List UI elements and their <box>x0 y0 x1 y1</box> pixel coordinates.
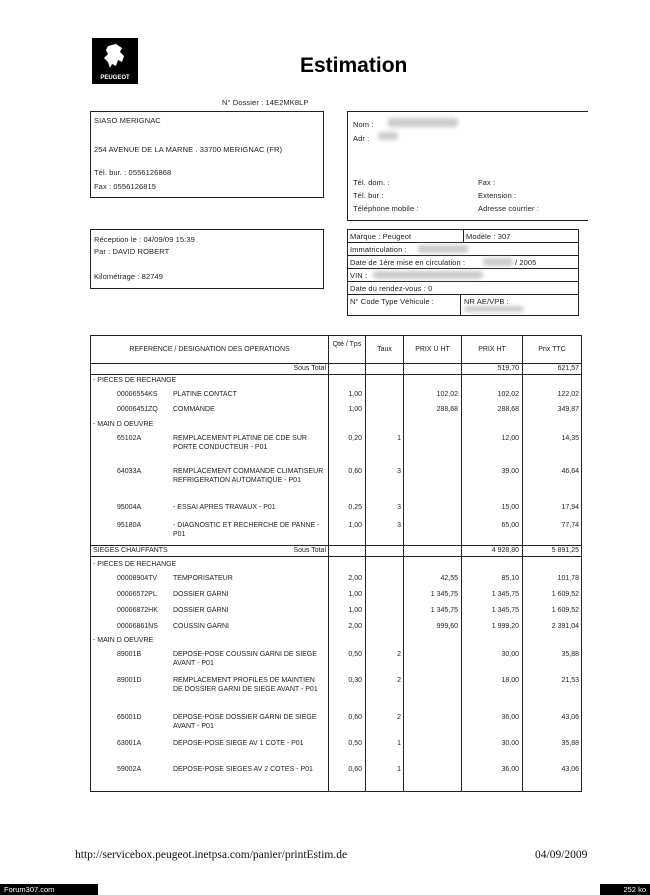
redacted-code <box>464 306 524 312</box>
redacted-name <box>388 118 458 127</box>
header-rate: Taux <box>377 346 392 353</box>
section-label: - MAIN D OEUVRE <box>93 637 154 644</box>
item-price-ht: 18,00 <box>501 677 519 684</box>
item-price-ht: 288,68 <box>497 406 519 413</box>
dealer-name: SIASO MERIGNAC <box>94 116 161 125</box>
subtotal-price-ttc: 621,57 <box>557 365 579 372</box>
item-quantity: 0,20 <box>348 435 362 442</box>
watermark-left: Forum307.com <box>0 884 98 895</box>
item-rate: 3 <box>397 522 401 529</box>
footer-date: 04/09/2009 <box>535 849 588 861</box>
section-label: - PIECES DE RECHANGE <box>93 377 177 384</box>
customer-tel-bur: Tél. bur : <box>353 191 384 200</box>
item-price-ttc: 122,02 <box>557 391 579 398</box>
item-reference: 00006572PL <box>117 591 157 598</box>
item-quantity: 0,60 <box>348 714 362 721</box>
customer-box <box>347 111 588 221</box>
item-quantity: 1,00 <box>348 406 362 413</box>
item-reference: 00006554KS <box>117 391 158 398</box>
item-unit-price: 42,55 <box>440 575 458 582</box>
redacted-immat <box>418 245 468 253</box>
item-unit-price: 288,68 <box>436 406 458 413</box>
lion-logo-icon <box>92 40 138 74</box>
item-rate: 1 <box>397 766 401 773</box>
item-description: TEMPORISATEUR <box>173 575 233 582</box>
header-price-ttc: Prix TTC <box>538 346 566 353</box>
vehicle-first-registration: Date de 1ère mise en circulation : <box>350 258 466 267</box>
item-quantity: 0,50 <box>348 651 362 658</box>
header-unit-price: PRIX U HT <box>415 346 450 353</box>
dossier-number: N° Dossier : 14E2MK8LP <box>222 98 309 107</box>
item-reference: 00008904TV <box>117 575 158 582</box>
item-price-ttc: 43,06 <box>561 766 579 773</box>
item-price-ttc: 35,88 <box>561 740 579 747</box>
item-rate: 1 <box>397 435 401 442</box>
page-title: Estimation <box>300 54 408 77</box>
item-price-ttc: 35,88 <box>561 651 579 658</box>
item-price-ttc: 46,64 <box>561 468 579 475</box>
item-description: DOSSIER GARNI <box>173 607 229 614</box>
item-reference: 00006861NS <box>117 623 158 630</box>
item-price-ht: 36,00 <box>501 714 519 721</box>
item-reference: 64033A <box>117 468 142 475</box>
item-quantity: 2,00 <box>348 623 362 630</box>
dealer-address: 254 AVENUE DE LA MARNE . 33700 MERIGNAC (FR) <box>94 145 283 154</box>
vehicle-appointment: Date du rendez-vous : 0 <box>350 284 433 293</box>
subtotal-label: Sous Total <box>293 365 326 372</box>
item-price-ht: 1 345,75 <box>491 591 519 598</box>
item-price-ttc: 101,78 <box>557 575 579 582</box>
item-quantity: 1,00 <box>348 591 362 598</box>
item-quantity: 1,00 <box>348 391 362 398</box>
item-description: PLATINE CONTACT <box>173 391 237 398</box>
item-rate: 2 <box>397 714 401 721</box>
item-price-ht: 1 345,75 <box>491 607 519 614</box>
item-price-ht: 36,00 <box>501 766 519 773</box>
item-description: DEPOSE-POSE SIEGES AV 2 COTES - P01 <box>173 766 313 773</box>
item-price-ttc: 21,53 <box>561 677 579 684</box>
item-quantity: 0,30 <box>348 677 362 684</box>
item-unit-price: 999,60 <box>436 623 458 630</box>
dealer-fax: Fax : 0556126815 <box>94 182 157 191</box>
section-title: SIEGES CHAUFFANTS <box>93 547 168 554</box>
item-unit-price: 102,02 <box>436 391 458 398</box>
item-quantity: 0,60 <box>348 468 362 475</box>
vehicle-code-value: NR AE/VPB : <box>464 297 509 306</box>
item-description: REMPLACEMENT COMMANDE CLIMATISEUR REFRIGERATION AUTOMATIQUE - P01 <box>173 468 326 484</box>
item-reference: 00006451ZQ <box>117 406 158 413</box>
redacted-vin <box>373 271 483 279</box>
item-quantity: 0,25 <box>348 504 362 511</box>
item-price-ht: 39,00 <box>501 468 519 475</box>
dealer-box <box>90 111 324 198</box>
item-description: DEPOSE-POSE DOSSIER GARNI DE SIEGE AVANT - P01 <box>173 714 319 730</box>
customer-fax: Fax : <box>478 178 496 187</box>
item-price-ht: 12,00 <box>501 435 519 442</box>
item-reference: 65001D <box>117 714 142 721</box>
item-reference: 95004A <box>117 504 142 511</box>
customer-mobile: Téléphone mobile : <box>353 204 419 213</box>
vehicle-model: Modèle : 307 <box>466 232 511 241</box>
item-price-ttc: 77,74 <box>561 522 579 529</box>
item-description: REMPLACEMENT PROFILES DE MAINTIEN DE DOSSIER GARNI DE SIEGE AVANT - P01 <box>173 677 318 693</box>
subtotal-price-ht: 4 928,80 <box>491 547 519 554</box>
item-reference: 65102A <box>117 435 142 442</box>
header-price-ht: PRIX HT <box>478 346 506 353</box>
item-rate: 3 <box>397 468 401 475</box>
item-description: COUSSIN GARNI <box>173 623 230 630</box>
item-price-ht: 30,00 <box>501 740 519 747</box>
item-description: - DIAGNOSTIC ET RECHERCHE DE PANNE - P01 <box>173 522 322 538</box>
footer-url: http://servicebox.peugeot.inetpsa.com/panier/printEstim.de <box>75 849 348 861</box>
item-price-ht: 102,02 <box>497 391 519 398</box>
reception-box <box>90 229 324 289</box>
item-price-ht: 1 999,20 <box>491 623 519 630</box>
subtotal-label: Sous Total <box>293 547 326 554</box>
vehicle-code-type: N° Code Type Véhicule : <box>350 297 434 306</box>
item-rate: 2 <box>397 651 401 658</box>
item-price-ttc: 1 609,52 <box>551 607 579 614</box>
item-reference: 59002A <box>117 766 142 773</box>
vehicle-first-registration-year: / 2005 <box>515 258 537 267</box>
item-reference: 63001A <box>117 740 142 747</box>
customer-address-label: Adr : <box>353 134 370 143</box>
item-description: DEPOSE-POSE SIEGE AV 1 COTE - P01 <box>173 740 304 747</box>
item-reference: 95180A <box>117 522 142 529</box>
item-price-ht: 15,00 <box>501 504 519 511</box>
item-price-ht: 65,00 <box>501 522 519 529</box>
logo-text: PEUGEOT <box>100 75 130 81</box>
redacted-address <box>378 132 398 140</box>
header-quantity: Qté / Tps <box>332 341 362 348</box>
vehicle-brand: Marque : Peugeot <box>350 232 412 241</box>
dealer-phone: Tél. bur. : 0556126868 <box>94 168 172 177</box>
customer-email: Adresse courrier : <box>478 204 539 213</box>
item-description: DEPOSE-POSE COUSSIN GARNI DE SIEGE AVANT - P01 <box>173 651 319 667</box>
section-label: - PIECES DE RECHANGE <box>93 561 177 568</box>
vehicle-immat: Immatriculation : <box>350 245 407 254</box>
watermark-right: 252 ko <box>600 884 650 895</box>
item-price-ttc: 14,35 <box>561 435 579 442</box>
item-description: DOSSIER GARNI <box>173 591 229 598</box>
redacted-date <box>483 258 513 266</box>
item-reference: 89001D <box>117 677 142 684</box>
item-price-ttc: 43,06 <box>561 714 579 721</box>
item-quantity: 2,00 <box>348 575 362 582</box>
item-unit-price: 1 345,75 <box>430 591 458 598</box>
customer-name-label: Nom : <box>353 120 374 129</box>
item-price-ht: 30,00 <box>501 651 519 658</box>
item-quantity: 0,60 <box>348 766 362 773</box>
item-price-ht: 85,10 <box>501 575 519 582</box>
item-price-ttc: 349,87 <box>557 406 579 413</box>
item-price-ttc: 1 609,52 <box>551 591 579 598</box>
operations-table <box>90 335 582 792</box>
header-reference: REFERENCE / DESIGNATION DES OPERATIONS <box>129 346 290 353</box>
reception-by: Par : DAVID ROBERT <box>94 247 170 256</box>
vehicle-vin: VIN : <box>350 271 368 280</box>
item-description: REMPLACEMENT PLATINE DE CDE SUR PORTE CONDUCTEUR - P01 <box>173 435 309 451</box>
item-reference: 89001B <box>117 651 142 658</box>
item-description: - ESSAI APRES TRAVAUX - P01 <box>173 504 276 511</box>
item-description: COMMANDE <box>173 406 215 413</box>
vehicle-box <box>347 229 579 316</box>
item-quantity: 0,50 <box>348 740 362 747</box>
item-quantity: 1,00 <box>348 522 362 529</box>
item-price-ttc: 17,94 <box>561 504 579 511</box>
item-rate: 1 <box>397 740 401 747</box>
reception-date: Réception le : 04/09/09 15:39 <box>94 235 195 244</box>
reception-km: Kilométrage : 82749 <box>94 272 164 281</box>
section-label: - MAIN D OEUVRE <box>93 421 154 428</box>
item-price-ttc: 2 391,04 <box>551 623 579 630</box>
customer-tel-dom: Tél. dom. : <box>353 178 390 187</box>
item-unit-price: 1 345,75 <box>430 607 458 614</box>
subtotal-price-ttc: 5 891,25 <box>551 547 579 554</box>
item-rate: 2 <box>397 677 401 684</box>
customer-extension: Extension : <box>478 191 517 200</box>
subtotal-price-ht: 519,70 <box>497 365 519 372</box>
item-rate: 3 <box>397 504 401 511</box>
brand-logo <box>92 38 138 84</box>
item-reference: 00006872HK <box>117 607 158 614</box>
item-quantity: 1,00 <box>348 607 362 614</box>
